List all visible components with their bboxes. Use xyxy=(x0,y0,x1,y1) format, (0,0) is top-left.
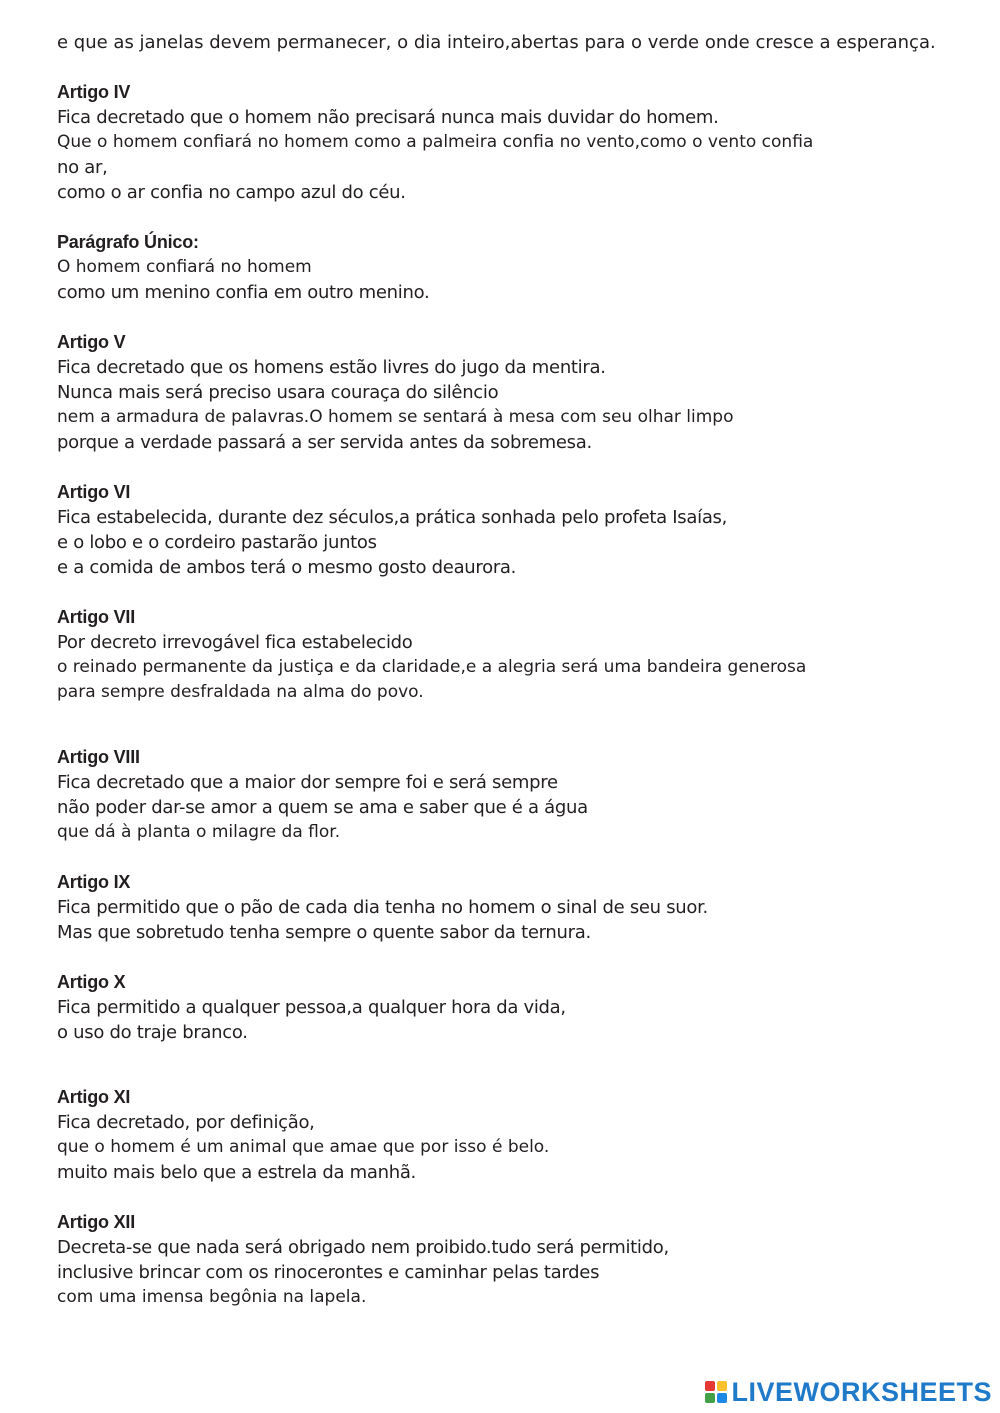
section-title: Artigo X xyxy=(57,972,126,992)
liveworksheets-logo[interactable] xyxy=(705,1377,992,1407)
text-line: Mas que sobretudo tenha sempre o quente sabor da ternura. xyxy=(57,922,591,943)
text-line: Fica estabelecida, durante dez séculos,a prática sonhada pelo profeta Isaías, xyxy=(57,507,728,528)
section-artigo-x xyxy=(57,970,957,1045)
text-line: não poder dar-se amor a quem se ama e saber que é a água xyxy=(57,797,588,818)
document-page xyxy=(57,30,957,1335)
section-artigo-iv xyxy=(57,80,957,205)
text-line: O homem confiará no homem xyxy=(57,257,312,277)
section-title: Artigo VI xyxy=(57,482,131,502)
section-title: Artigo IX xyxy=(57,872,131,892)
text-line: como um menino confia em outro menino. xyxy=(57,282,430,303)
logo-square-red xyxy=(705,1381,715,1391)
text-line: Fica decretado que a maior dor sempre foi e será sempre xyxy=(57,772,558,793)
text-line: porque a verdade passará a ser servida antes da sobremesa. xyxy=(57,432,592,453)
text-line: e a comida de ambos terá o mesmo gosto deaurora. xyxy=(57,557,517,578)
logo-square-green xyxy=(705,1393,715,1403)
section-artigo-vi xyxy=(57,480,957,580)
text-line: Nunca mais será preciso usara couraça do silêncio xyxy=(57,382,499,403)
logo-square-yellow xyxy=(717,1381,727,1391)
text-line: Que o homem confiará no homem como a palmeira confia no vento,como o vento confia xyxy=(57,132,814,152)
text-line: no ar, xyxy=(57,157,108,178)
section-title: Artigo IV xyxy=(57,82,131,102)
section-artigo-vii xyxy=(57,605,957,705)
section-title: Artigo XII xyxy=(57,1212,135,1232)
text-line: nem a armadura de palavras.O homem se sentará à mesa com seu olhar limpo xyxy=(57,407,734,427)
logo-text: LIVEWORKSHEETS xyxy=(731,1376,992,1407)
section-artigo-xii xyxy=(57,1210,957,1310)
text-line: muito mais belo que a estrela da manhã. xyxy=(57,1162,416,1183)
logo-square-blue xyxy=(717,1393,727,1403)
section-title: Artigo VII xyxy=(57,607,135,627)
text-line: inclusive brincar com os rinocerontes e caminhar pelas tardes xyxy=(57,1262,600,1283)
text-line: o reinado permanente da justiça e da claridade,e a alegria será uma bandeira generosa xyxy=(57,657,807,677)
section-artigo-v xyxy=(57,330,957,455)
section-title: Artigo V xyxy=(57,332,126,352)
text-line: que o homem é um animal que amae que por isso é belo. xyxy=(57,1137,550,1157)
text-line: como o ar confia no campo azul do céu. xyxy=(57,182,406,203)
text-line: que dá à planta o milagre da flor. xyxy=(57,822,341,842)
intro-line: e que as janelas devem permanecer, o dia inteiro,abertas para o verde onde cresce a esperança. xyxy=(57,32,936,53)
text-line: Fica decretado, por definição, xyxy=(57,1112,315,1133)
section-artigo-ix xyxy=(57,870,957,945)
liveworksheets-logo-icon xyxy=(705,1381,727,1403)
section-artigo-viii xyxy=(57,745,957,845)
section-title: Parágrafo Único: xyxy=(57,232,199,252)
section-artigo-xi xyxy=(57,1085,957,1185)
section-title: Artigo XI xyxy=(57,1087,131,1107)
text-line: e o lobo e o cordeiro pastarão juntos xyxy=(57,532,377,553)
text-line: Fica decretado que os homens estão livres do jugo da mentira. xyxy=(57,357,606,378)
text-line: Por decreto irrevogável fica estabelecido xyxy=(57,632,413,653)
section-paragrafo-unico xyxy=(57,230,957,305)
text-line: Fica decretado que o homem não precisará nunca mais duvidar do homem. xyxy=(57,107,719,128)
section-title: Artigo VIII xyxy=(57,747,140,767)
text-line: o uso do traje branco. xyxy=(57,1022,248,1043)
text-line: para sempre desfraldada na alma do povo. xyxy=(57,682,424,702)
text-line: Fica permitido que o pão de cada dia tenha no homem o sinal de seu suor. xyxy=(57,897,708,918)
text-line: Decreta-se que nada será obrigado nem proibido.tudo será permitido, xyxy=(57,1237,669,1258)
text-line: Fica permitido a qualquer pessoa,a qualquer hora da vida, xyxy=(57,997,566,1018)
text-line: com uma imensa begônia na lapela. xyxy=(57,1287,367,1307)
